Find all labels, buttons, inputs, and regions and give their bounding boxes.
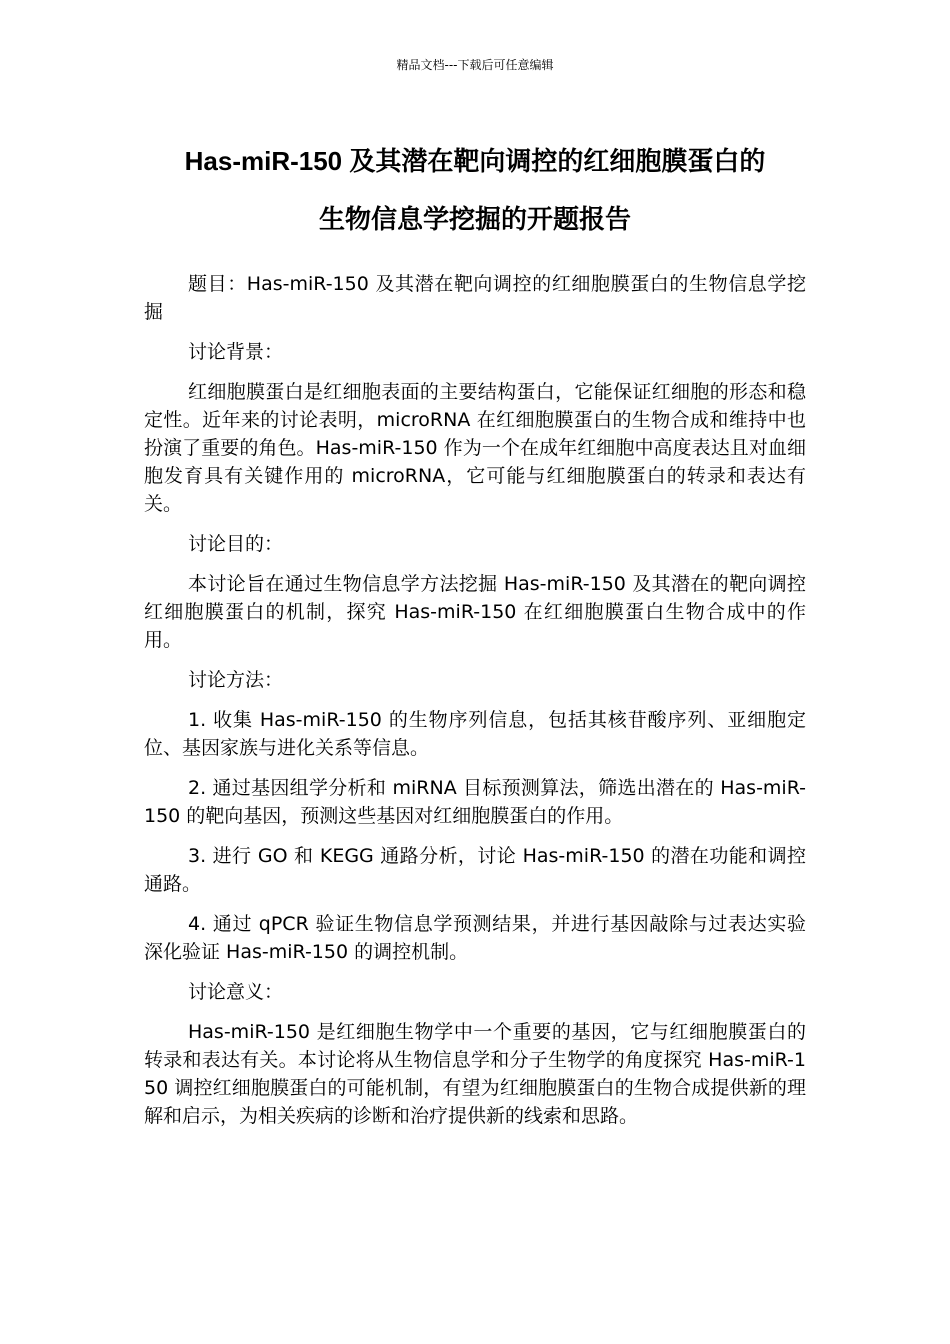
method-item: 4. 通过 qPCR 验证生物信息学预测结果，并进行基因敲除与过表达实验深化验证 Has-miR-150 的调控机制。 [144, 913, 806, 963]
significance-paragraph: Has-miR-150 是红细胞生物学中一个重要的基因，它与红细胞膜蛋白的转录和表达有关。本讨论将从生物信息学和分子生物学的角度探究 Has-miR-150 调控红细胞膜蛋白的可能机制，有望为红细胞膜蛋白的生物合成提供新的理解和启示，为相关疾病的诊断和治疗提供新的线索和思路。 [144, 1021, 806, 1127]
background-paragraph: 红细胞膜蛋白是红细胞表面的主要结构蛋白，它能保证红细胞的形态和稳定性。近年来的讨论表明，microRNA 在红细胞膜蛋白的生物合成和维持中也扮演了重要的角色。Has-miR-150 作为一个在成年红细胞中高度表达且对血细胞发育具有关键作用的 microRNA，它可能与红细胞膜蛋白的转录和表达有关。 [144, 381, 806, 515]
method-item: 3. 进行 GO 和 KEGG 通路分析，讨论 Has-miR-150 的潜在功能和调控通路。 [144, 845, 806, 895]
page-header: 精品文档---下载后可任意编辑 [396, 58, 554, 72]
title-line-2: 生物信息学挖掘的开题报告 [318, 204, 631, 234]
topic-paragraph: 题目：Has-miR-150 及其潜在靶向调控的红细胞膜蛋白的生物信息学挖掘 [144, 273, 806, 323]
method-item: 2. 通过基因组学分析和 miRNA 目标预测算法，筛选出潜在的 Has-miR-150 的靶向基因，预测这些基因对红细胞膜蛋白的作用。 [144, 777, 806, 827]
title-line-1: Has-miR-150 及其潜在靶向调控的红细胞膜蛋白的 [184, 146, 766, 176]
purpose-paragraph: 本讨论旨在通过生物信息学方法挖掘 Has-miR-150 及其潜在的靶向调控红细胞膜蛋白的机制，探究 Has-miR-150 在红细胞膜蛋白生物合成中的作用。 [144, 573, 806, 651]
method-item: 1. 收集 Has-miR-150 的生物序列信息，包括其核苷酸序列、亚细胞定位、基因家族与进化关系等信息。 [144, 709, 806, 759]
section-heading-background: 讨论背景： [188, 341, 284, 363]
section-heading-significance: 讨论意义： [188, 981, 284, 1003]
section-heading-methods: 讨论方法： [188, 669, 284, 691]
document-title [120, 132, 830, 248]
document-body [144, 270, 806, 1142]
section-heading-purpose: 讨论目的： [188, 533, 284, 555]
